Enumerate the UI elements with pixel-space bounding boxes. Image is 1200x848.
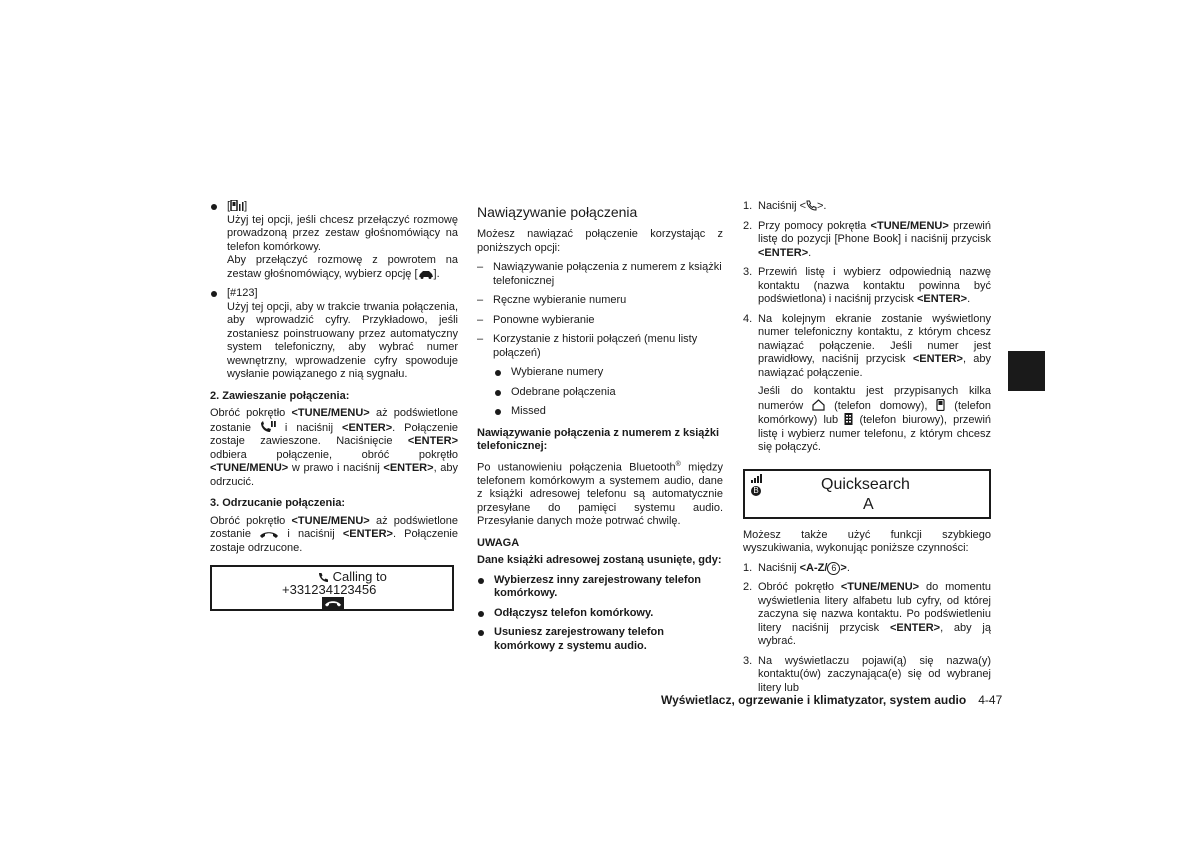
quicksearch-display [743, 469, 991, 519]
heading-reject: 3. Odrzucanie połączenia: [210, 497, 346, 509]
step-3: 3. Przewiń listę i wybierz odpowiednią nazwę kontaktu (nazwa kontaktu powinna być podświetlona) i naciśnij przycisk <ENTER>. [743, 266, 991, 305]
page-footer [661, 693, 1002, 707]
intro-text: Możesz nawiązać połączenie korzystając z poniższych opcji: [477, 228, 723, 254]
column-right [743, 200, 991, 701]
footer-title: Wyświetlacz, ogrzewanie i klimatyzator, system audio [661, 693, 967, 707]
quick-step-2: 2. Obróć pokrętło <TUNE/MENU> do momentu wyświetlenia litery alfabetu lub cyfry, od której zaczyna się nazwa kontaktu. Po podświetleniu litery naciśnij przycisk <ENTER>, aby ją wybrać. [743, 581, 991, 647]
heading-phonebook: Nawiązywanie połączenia z numerem z książki telefonicznej: [477, 426, 720, 452]
list-item: – Nawiązywanie połączenia z numerem z książki telefonicznej [477, 261, 723, 288]
list-item: – Korzystanie z historii połączeń (menu listy połączeń) [477, 333, 723, 360]
note-item: Usuniesz zarejestrowany telefon komórkowy z systemu audio. [477, 626, 723, 653]
option-handset-desc2: Aby przełączyć rozmowę z powrotem na zestaw głośnomówiący, wybierz opcję [ ]. [227, 254, 458, 280]
calling-label: Calling to [318, 570, 387, 584]
phonebook-desc: Po ustanowieniu połączenia Bluetooth® między telefonem komórkowym a systemem audio, dane z książki adresowej telefonu są automatycznie przesyłane do pamięci systemu audio. Przesyłanie danych może potrwać chwilę. [477, 460, 723, 528]
signal-icon [751, 474, 763, 483]
car-icon [418, 270, 434, 279]
note-item: Wybierzesz inny zarejestrowany telefon komórkowy. [477, 574, 723, 601]
option-handset: [ ] Użyj tej opcji, jeśli chcesz przełączyć rozmowę prowadzoną przez zestaw głośnomówiący na telefon komórkowy. Aby przełączyć rozmowę z powrotem na zestaw głośnomówiący, wybierz opcję [ ]. [210, 200, 458, 281]
option-dtmf-desc: Użyj tej opcji, aby w trakcie trwania połączenia, aby wprowadzić cyfry. Przykładowo, jeśli zostaniesz poinstruowany przez automatyczny system telefoniczny, aby wybrać numer wewnętrzny, wprowadzenie cyfry spowoduje wysłanie powiązanego z nią sygnału. [227, 300, 458, 380]
handset-transfer-icon [230, 200, 244, 211]
quicksearch-title: Quicksearch [821, 475, 910, 493]
chapter-tab [1008, 351, 1045, 391]
hold-desc: Obróć pokrętło <TUNE/MENU> aż podświetlone zostanie i naciśnij <ENTER>. Połączenie zostaje zawieszone. Naciśnięcie <ENTER> odbiera połączenie, obróć pokrętło <TUNE/MENU> w prawo i naciśnij <ENTER>, aby odrzucić. [210, 407, 459, 488]
quicksearch-intro: Możesz także użyć funkcji szybkiego wyszukiwania, wykonując poniższe czynności: [743, 528, 991, 554]
quicksearch-letter: A [863, 495, 874, 513]
bluetooth-icon: B [751, 486, 761, 496]
sub-list-item: Wybierane numery [494, 366, 723, 380]
phone-icon [806, 200, 817, 211]
heading-hold: 2. Zawieszanie połączenia: [210, 389, 350, 402]
option-dtmf: [#123] Użyj tej opcji, aby w trakcie trwania połączenia, aby wprowadzić cyfry. Przykładowo, jeśli zostaniesz poinstruowany przez automatyczny system telefoniczny, aby wybrać numer wewnętrzny, wprowadzenie cyfry spowoduje wysłanie powiązanego z nią sygnału. [210, 287, 458, 382]
heading-note: UWAGA [477, 536, 520, 549]
list-item: – Ponowne wybieranie [477, 314, 723, 328]
list-item: – Ręczne wybieranie numeru [477, 294, 723, 308]
sub-list-item: Missed [494, 405, 723, 419]
reject-desc: Obróć pokrętło <TUNE/MENU> aż podświetlone zostanie i naciśnij <ENTER>. Połączenie zostaje odrzucone. [210, 514, 458, 554]
step-1: 1. Naciśnij < >. [743, 200, 827, 212]
calling-display [210, 565, 454, 611]
sub-list-item: Odebrane połączenia [494, 386, 723, 400]
end-call-icon [322, 597, 344, 609]
option-handset-desc: Użyj tej opcji, jeśli chcesz przełączyć rozmowę prowadzoną przez zestaw głośnomówiący na telefon komórkowy. [227, 213, 458, 253]
end-call-icon [259, 530, 279, 539]
six-key-icon: 6 [827, 562, 840, 575]
calling-number: +331234123456 [282, 582, 377, 597]
quick-step-1: 1. Naciśnij <A-Z/ 6 >. [743, 561, 850, 574]
home-icon [812, 399, 825, 411]
section-title: Nawiązywanie połączenia [477, 204, 638, 220]
step-4: 4. Na kolejnym ekranie zostanie wyświetlony numer telefoniczny kontaktu, z którym chcesz nawiązać połączenie. Jeśli numer jest prawidłowy, naciśnij przycisk <ENTER>, aby nawiązać połączenie. Jeśli do kontaktu jest przypisanych kilka numerów (telefon domowy), (telefon komórkowy) lub (telefon biurowy), przewiń listę i wybierz numer telefonu, z którym chcesz się połączyć. [743, 312, 992, 453]
quick-step-3: 3. Na wyświetlaczu pojawi(ą) się nazwa(y) kontaktu(ów) zaczynająca(e) się od wybranej litery lub [743, 654, 991, 694]
column-left [210, 200, 458, 611]
hold-call-icon [260, 421, 276, 433]
note-intro: Dane książki adresowej zostaną usunięte, gdy: [477, 554, 722, 567]
end-call-button[interactable] [322, 597, 344, 609]
step-2: 2. Przy pomocy pokrętła <TUNE/MENU> przewiń listę do pozycji [Phone Book] i naciśnij przycisk <ENTER>. [743, 219, 991, 259]
column-middle [477, 200, 723, 659]
office-icon [844, 413, 853, 425]
page-number: 4-47 [978, 693, 1003, 707]
note-item: Odłączysz telefon komórkowy. [477, 607, 723, 621]
